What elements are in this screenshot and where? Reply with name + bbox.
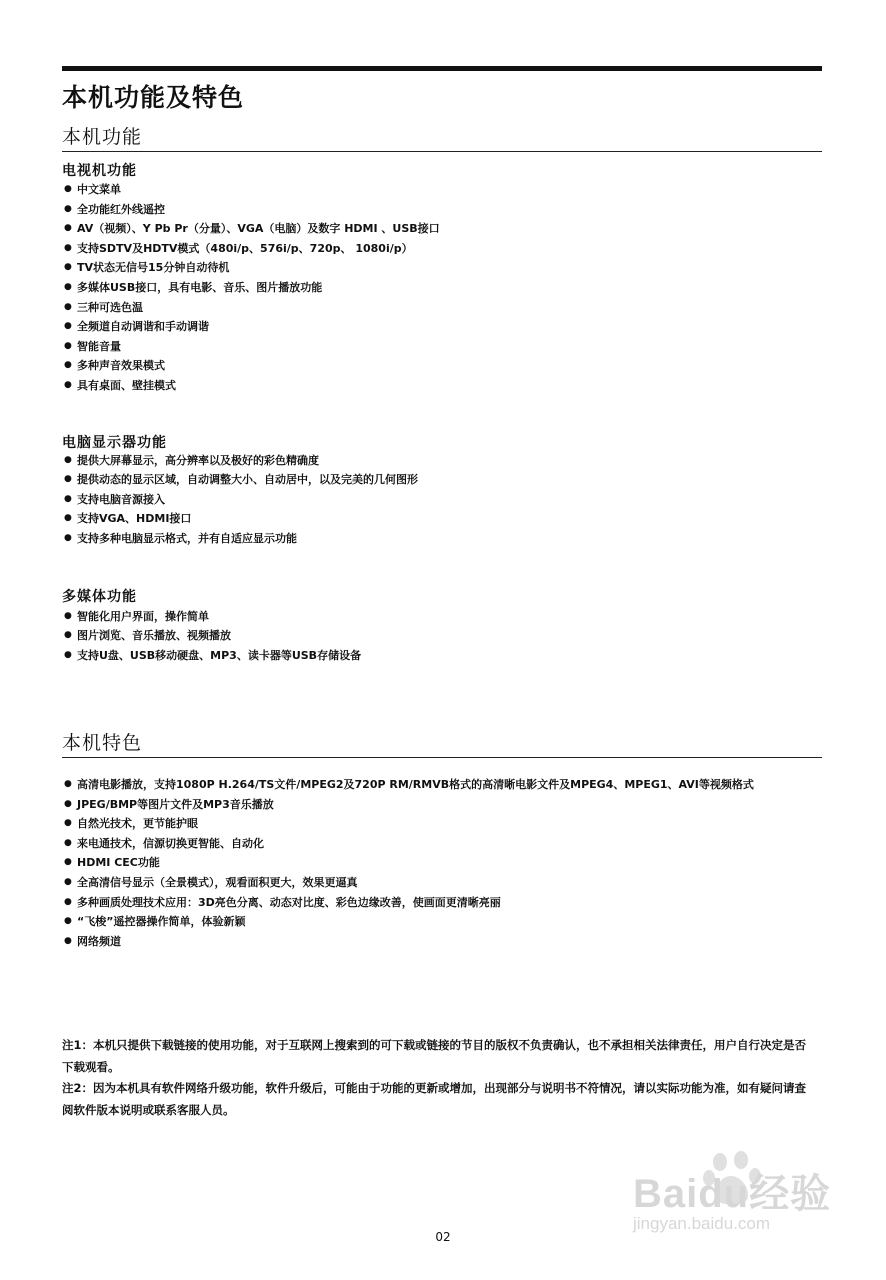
list-item (62, 529, 418, 548)
note-1: 注1：本机只提供下载链接的使用功能，对于互联网上搜索到的可下载或链接的节目的版权不负责确认，也不承担相关法律责任，用户自行决定是否下载观看。 (62, 1038, 806, 1074)
pc-function-list (62, 451, 418, 548)
list-item-text: TV状态无信号15分钟自动待机 (77, 261, 230, 275)
list-item (62, 775, 754, 795)
bullet-icon: ● (64, 493, 72, 504)
list-item (62, 317, 440, 337)
watermark-logo: Baidu经验 (633, 1172, 832, 1216)
notes (62, 1035, 807, 1121)
bullet-icon: ● (64, 611, 72, 621)
list-item-text: 具有桌面、壁挂模式 (77, 378, 176, 392)
list-item (62, 470, 418, 489)
bullet-icon: ● (64, 321, 72, 332)
list-item (62, 239, 440, 259)
list-item (62, 912, 754, 932)
bullet-icon: ● (64, 513, 72, 524)
bullet-icon: ● (64, 242, 72, 253)
list-item-text: 全功能红外线遥控 (77, 202, 165, 216)
list-item (62, 376, 440, 396)
bullet-icon: ● (64, 649, 72, 660)
page-number: 02 (435, 1230, 451, 1244)
bullet-icon: ● (64, 896, 72, 907)
list-item-text: 提供动态的显示区域，自动调整大小、自动居中，以及完美的几何图形 (77, 473, 418, 487)
list-item-text: 多种声音效果模式 (77, 359, 165, 373)
bullet-icon: ● (64, 935, 72, 946)
list-item (62, 814, 754, 834)
bullet-icon: ● (64, 379, 72, 390)
list-item (62, 893, 754, 913)
feature-list (62, 775, 754, 951)
list-item-text: “飞梭”遥控器操作简单，体验新颖 (77, 915, 246, 929)
list-item-text: HDMI CEC功能 (77, 856, 160, 870)
media-function-list (62, 607, 361, 665)
list-item-text: 智能化用户界面，操作简单 (77, 610, 209, 623)
list-item (62, 180, 440, 200)
list-item (62, 626, 361, 645)
bullet-icon: ● (64, 532, 72, 543)
list-item (62, 607, 361, 626)
tv-function-list (62, 180, 440, 396)
list-item (62, 219, 440, 239)
bullet-icon: ● (64, 223, 72, 234)
list-item-text: 支持SDTV及HDTV模式（480i/p、576i/p、720p、 1080i/p） (77, 241, 413, 255)
list-item-text: 中文菜单 (77, 183, 121, 196)
list-item (62, 451, 418, 470)
list-item (62, 834, 754, 854)
list-item-text: JPEG/BMP等图片文件及MP3音乐播放 (77, 797, 274, 811)
list-item-text: 提供大屏幕显示，高分辨率以及极好的彩色精确度 (77, 454, 319, 467)
top-rule (62, 66, 822, 71)
list-item-text: 全高清信号显示（全景模式），观看面积更大，效果更逼真 (77, 875, 358, 889)
list-item (62, 200, 440, 220)
list-item (62, 873, 754, 893)
list-item-text: 支持电脑音源接入 (77, 492, 165, 506)
bullet-icon: ● (64, 262, 72, 273)
list-item-text: 来电通技术，信源切换更智能、自动化 (77, 836, 264, 850)
list-item (62, 646, 361, 665)
list-item-text: 高清电影播放，支持1080P H.264/TS文件/MPEG2及720P RM/RMVB格式的高清晰电影文件及MPEG4、MPEG1、AVI等视频格式 (77, 778, 754, 791)
list-item-text: 图片浏览、音乐播放、视频播放 (77, 629, 231, 643)
subheading-pc-functions: 电脑显示器功能 (62, 435, 167, 451)
list-item-text: 支持U盘、USB移动硬盘、MP3、读卡器等USB存储设备 (77, 648, 362, 662)
bullet-icon: ● (64, 630, 72, 641)
bullet-icon: ● (64, 818, 72, 829)
watermark-url: jingyan.baidu.com (633, 1214, 771, 1233)
bullet-icon: ● (64, 340, 72, 351)
bullet-icon: ● (64, 301, 72, 312)
bullet-icon: ● (64, 474, 72, 485)
list-item (62, 337, 440, 357)
list-item-text: AV（视频）、Y Pb Pr（分量）、VGA（电脑）及数字 HDMI 、USB接口 (77, 222, 440, 236)
list-item-text: 多媒体USB接口，具有电影、音乐、图片播放功能 (77, 280, 323, 294)
list-item (62, 509, 418, 528)
section-heading-features: 本机特色 (62, 728, 822, 758)
bullet-icon: ● (64, 203, 72, 214)
list-item (62, 298, 440, 318)
bullet-icon: ● (64, 916, 72, 927)
bullet-icon: ● (64, 360, 72, 371)
section-heading-functions: 本机功能 (62, 122, 822, 152)
bullet-icon: ● (64, 837, 72, 848)
bullet-icon: ● (64, 281, 72, 292)
note-2: 注2：因为本机具有软件网络升级功能，软件升级后，可能由于功能的更新或增加，出现部分与说明书不符情况，请以实际功能为准，如有疑问请查阅软件版本说明或联系客服人员。 (62, 1081, 806, 1117)
list-item (62, 795, 754, 815)
page-title: 本机功能及特色 (62, 83, 245, 112)
list-item-text: 支持多种电脑显示格式，并有自适应显示功能 (77, 531, 297, 545)
subheading-tv-functions: 电视机功能 (62, 163, 137, 179)
bullet-icon: ● (64, 876, 72, 887)
bullet-icon: ● (64, 455, 72, 465)
subheading-media-functions: 多媒体功能 (62, 589, 137, 605)
bullet-icon: ● (64, 184, 72, 194)
list-item (62, 356, 440, 376)
list-item (62, 490, 418, 509)
list-item-text: 三种可选色温 (77, 300, 143, 314)
list-item-text: 支持VGA、HDMI接口 (77, 512, 192, 526)
list-item-text: 自然光技术，更节能护眼 (77, 817, 198, 831)
list-item-text: 网络频道 (77, 934, 121, 948)
list-item (62, 932, 754, 952)
list-item (62, 258, 440, 278)
list-item (62, 278, 440, 298)
list-item-text: 多种画质处理技术应用：3D亮色分离、动态对比度、彩色边缘改善，使画面更清晰亮丽 (77, 895, 501, 909)
list-item-text: 全频道自动调谐和手动调谐 (77, 320, 209, 334)
bullet-icon: ● (64, 779, 72, 789)
list-item-text: 智能音量 (77, 339, 121, 353)
list-item (62, 853, 754, 873)
bullet-icon: ● (64, 857, 72, 868)
bullet-icon: ● (64, 798, 72, 809)
